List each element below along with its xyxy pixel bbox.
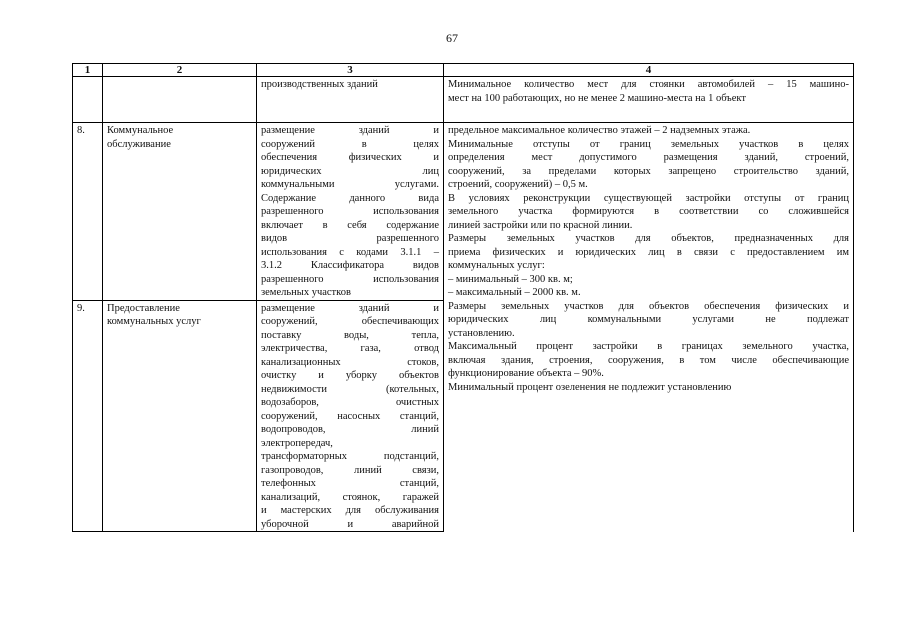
- params-line: Минимальный процент озеленения не подлежит установлению: [448, 381, 732, 393]
- row8-use-line: 3.1.2 Классификатора видов: [261, 260, 439, 271]
- params-line: Максимальный процент застройки в границах земельного участка,: [448, 341, 849, 352]
- row9-use-line: канализаций, стоянок, гаражей: [261, 491, 439, 503]
- row9-name-line: коммунальных услуг: [107, 316, 201, 327]
- row9-use-line: водопроводов, линий: [261, 424, 439, 435]
- row8-use-line: юридических лиц: [261, 165, 439, 177]
- params-line: земельного участка формируются в соответствии со сложившейся: [448, 206, 849, 217]
- row8-use-line: земельных участков: [261, 287, 351, 298]
- row9-use-line: сооружений, обеспечивающих: [261, 316, 439, 327]
- row8-use-line: разрешенного использования: [261, 273, 439, 285]
- row9-name-line: Предоставление: [107, 302, 180, 314]
- cont-use-cell: [257, 77, 444, 123]
- params-line: приема физических и юридических лиц в связи с предоставлением им: [448, 246, 849, 258]
- cont-use-text: производственных зданий: [261, 79, 378, 90]
- row8-use-cell: [257, 123, 444, 301]
- table-row-8: [73, 123, 854, 301]
- params-line: юридических лиц коммунальными услугами не подлежат: [448, 314, 849, 325]
- params-line: строений, сооружений) – 0,5 м.: [448, 179, 588, 190]
- row9-use-line: электропередач,: [261, 437, 333, 449]
- table-header-row: [73, 64, 854, 77]
- row9-use-line: размещение зданий и: [261, 302, 439, 314]
- header-col-1: 1: [73, 64, 103, 77]
- params-line: сооружений, за пределами которых запрещено строительство зданий,: [448, 165, 849, 177]
- params-line: – минимальный – 300 кв. м;: [448, 273, 573, 285]
- params-line: включая здания, строения, сооружения, в том числе обеспечивающие: [448, 354, 849, 366]
- params-line: В условиях реконструкции существующей застройки отступы от границ: [448, 192, 849, 204]
- row8-name-line: Коммунальное: [107, 125, 174, 136]
- row9-use-cell: [257, 300, 444, 532]
- row9-use-line: газопроводов, линий связи,: [261, 464, 439, 476]
- params-line: коммунальных услуг:: [448, 260, 545, 271]
- params-line: определения мест допустимого размещения зданий, строений,: [448, 152, 849, 163]
- params-line: функционирование объекта – 90%.: [448, 368, 604, 379]
- params-line: Размеры земельных участков для объектов, предназначенных для: [448, 233, 849, 244]
- row9-use-line: очистку и уборку объектов: [261, 370, 439, 381]
- row9-use-line: электричества, газа, отвод: [261, 343, 439, 354]
- row9-use-line: водозаборов, очистных: [261, 397, 439, 408]
- params-line: Размеры земельных участков для объектов обеспечения физических и: [448, 300, 849, 312]
- row9-use-line: сооружений, насосных станций,: [261, 410, 439, 422]
- row8-name-cell: [103, 123, 257, 301]
- row9-use-line: уборочной и аварийной: [261, 518, 439, 530]
- row8-use-line: коммунальными услугами.: [261, 179, 439, 190]
- row9-use-line: трансформаторных подстанций,: [261, 451, 439, 462]
- cont-params-cell: [444, 77, 854, 123]
- row9-use-line: недвижимости (котельных,: [261, 383, 439, 395]
- params-line: установлению.: [448, 327, 515, 339]
- params-line: Минимальные отступы от границ земельных участков в целях: [448, 138, 849, 150]
- params-line: линией застройки или по красной линии.: [448, 219, 633, 231]
- row9-use-line: поставку воды, тепла,: [261, 329, 439, 341]
- row9-num: 9.: [73, 300, 103, 532]
- cont-params-line: мест на 100 работающих, но не менее 2 машино-места на 1 объект: [448, 92, 746, 104]
- row8-num: 8.: [73, 123, 103, 301]
- row8-use-line: обеспечения физических и: [261, 152, 439, 163]
- row8-use-line: разрешенного использования: [261, 206, 439, 217]
- regulations-table: [72, 63, 854, 532]
- table-row-continuation: [73, 77, 854, 123]
- cont-name-cell: [103, 77, 257, 123]
- row8-use-line: включает в себя содержание: [261, 219, 439, 231]
- params-line: предельное максимальное количество этажей – 2 надземных этажа.: [448, 125, 751, 136]
- shared-params-cell: [444, 123, 854, 532]
- row9-use-line: телефонных станций,: [261, 478, 439, 489]
- header-col-2: 2: [103, 64, 257, 77]
- row8-use-line: сооружений в целях: [261, 138, 439, 150]
- row9-use-line: канализационных стоков,: [261, 356, 439, 368]
- page-number: 67: [446, 31, 458, 45]
- row8-use-line: видов разрешенного: [261, 233, 439, 244]
- row9-name-cell: [103, 300, 257, 532]
- row8-name-line: обслуживание: [107, 138, 171, 150]
- row9-use-line: и мастерских для обслуживания: [261, 505, 439, 516]
- cont-params-line: Минимальное количество мест для стоянки автомобилей – 15 машино-: [448, 79, 849, 90]
- row8-use-line: использования с кодами 3.1.1 –: [261, 246, 439, 258]
- params-line: – максимальный – 2000 кв. м.: [448, 287, 581, 298]
- header-col-3: 3: [257, 64, 444, 77]
- cont-num-cell: [73, 77, 103, 123]
- header-col-4: 4: [444, 64, 854, 77]
- row8-use-line: Содержание данного вида: [261, 192, 439, 204]
- row8-use-line: размещение зданий и: [261, 125, 439, 136]
